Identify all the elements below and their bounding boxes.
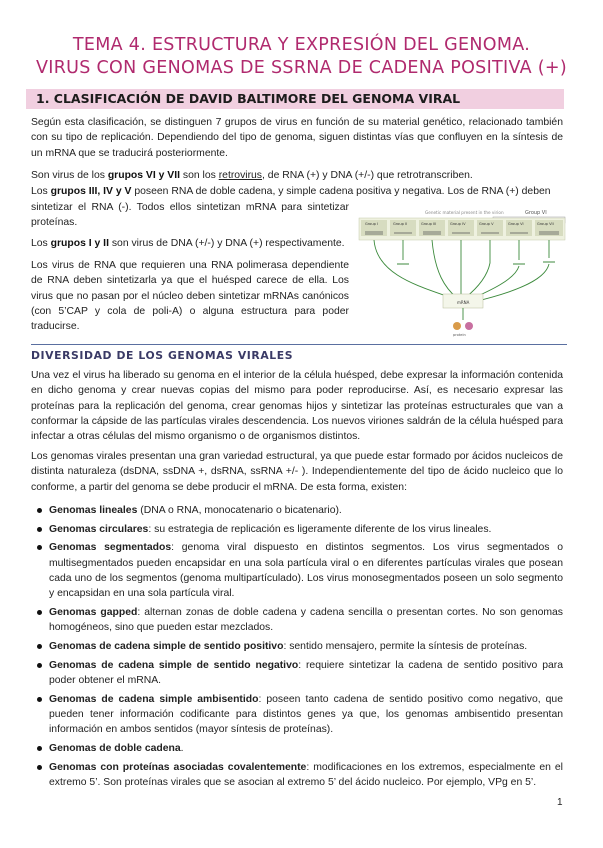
bullet-icon: [37, 746, 42, 751]
figure-group-label: Group IV: [450, 222, 466, 226]
paragraph-genome-variety: Los genomas virales presentan una gran variedad estructural, ya que puede estar formado por ácidos nucleicos de distinta naturaleza (dsDNA, ssDNA +, dsRNA, ssRNA +/- ). Independientemente del tipo de ácido nucleico que lo conforme, a partir del genoma se debe producir el mRNA. De esta forma, existen:: [31, 451, 563, 493]
list-text: : requiere sintetizar la cadena de sentido positivo para poder obtener el mRNA.: [49, 659, 563, 686]
section-divider: [31, 344, 567, 345]
text-run: Los: [31, 238, 51, 249]
text-run: son los: [180, 170, 219, 181]
document-title-line1: TEMA 4. ESTRUCTURA Y EXPRESIÓN DEL GENOMA.: [72, 35, 531, 55]
list-term: Genomas lineales: [49, 505, 138, 516]
genome-types-list: [31, 503, 563, 794]
paragraph-rna-polymerase: Los virus de RNA que requieren una RNA polimerasa dependiente de RNA deben sintetizarla ya que el huésped carece de ella. Los virus que no pasan por el núcleo deben sintetizar mRNAs canónicos (con 5’CAP y cola de poli-A) o alguna estructura para poder traducirse.: [31, 260, 349, 333]
paragraph-genome-expression: Una vez el virus ha liberado su genoma en el interior de la célula huésped, debe expresar la información contenida en dicho genoma y crear nuevas copias del mismo para poder reproducirse. Así, es necesario expresar las proteínas para la replicación del genoma, crear genomas hijos y sintetizar las proteínas estructurales que van a conformar la cápside de las partículas virales descendencia. Los nuevos viriones saldrán de la célula huésped para infectar a otras células del mismo organismo o de organismos distintos.: [31, 370, 563, 443]
paragraph-groups-iii-iv-v-line2: sintetizar el RNA (-). Todos ellos sintetizan mRNA para sintetizar proteínas.: [31, 202, 349, 229]
list-term: Genomas de cadena simple de sentido positivo: [49, 640, 284, 652]
list-term: Genomas circulares: [49, 523, 149, 535]
figure-caption: Genetic material present in the virion: [425, 210, 504, 215]
bullet-icon: [37, 644, 42, 649]
list-text: : genoma viral dispuesto en distintos segmentos. Los virus segmentados o multisegmentados pueden encapsidar en una sola partícula viral o en diferentes partículas virales que posean cada uno de los segmentos (genoma multipartículado). Los virus monosegmentados poseen un solo segmento y encapsidan en una sola partícula viral.: [49, 542, 563, 600]
bold-term: grupos I y II: [50, 238, 109, 249]
bullet-icon: [37, 610, 42, 615]
list-term: Genomas de cadena simple ambisentido: [49, 693, 259, 705]
list-item: [31, 741, 563, 756]
list-item: [31, 540, 563, 601]
figure-pathway-arrows: [374, 240, 555, 302]
figure-group-label: Group I: [365, 222, 379, 226]
list-text: .: [180, 742, 184, 754]
list-term: Genomas de doble cadena: [49, 742, 181, 754]
figure-mrna-label: mRNA: [457, 300, 470, 305]
bullet-icon: [37, 765, 42, 770]
list-item: [31, 639, 563, 654]
page-number: 1: [557, 797, 563, 808]
bullet-icon: [37, 508, 42, 513]
list-term: Genomas gapped: [49, 606, 138, 618]
list-item: [31, 692, 563, 738]
subsection-heading: DIVERSIDAD DE LOS GENOMAS VIRALES: [31, 349, 294, 362]
bold-term: grupos VI y VII: [107, 170, 180, 181]
list-text: : su estrategia de replicación es ligeramente diferente de los virus lineales.: [148, 523, 492, 535]
figure-protein-label: protein: [453, 333, 466, 337]
list-item: [31, 503, 563, 518]
bullet-icon: [37, 527, 42, 532]
figure-protein-icon: [465, 322, 473, 330]
figure-group-label: Group VI: [508, 222, 524, 226]
list-text: : sentido mensajero, permite la síntesis de proteínas.: [283, 640, 528, 652]
bullet-icon: [37, 545, 42, 550]
list-term: Genomas segmentados: [49, 542, 172, 554]
section-heading: 1. CLASIFICACIÓN DE DAVID BALTIMORE DEL GENOMA VIRAL: [36, 91, 461, 106]
bullet-icon: [37, 663, 42, 668]
figure-group-label: Group III: [421, 222, 437, 226]
list-item: [31, 605, 563, 636]
text-run: Son virus de los: [31, 170, 108, 181]
list-text: : alternan zonas de doble cadena y cadena sencilla o presentan cortes. No son genomas homogéneos, sino que pueden estar mezclados.: [49, 606, 564, 634]
figure-protein-icon: [453, 322, 461, 330]
paragraph-groups-vi-vii: [31, 168, 563, 183]
figure-group-label: Group II: [393, 222, 408, 226]
list-item: [31, 522, 563, 537]
figure-group-vi-label: Group VI: [525, 210, 547, 216]
text-run: , de RNA (+) y DNA (+/-) que retrotranscriben.: [262, 170, 473, 181]
paragraph-groups-i-ii: [31, 236, 349, 251]
figure-group-label: Group V: [479, 222, 494, 226]
document-title-line2: VIRUS CON GENOMAS DE SSRNA DE CADENA POSITIVA (+): [35, 58, 568, 78]
list-text: : modificaciones en los extremos, especialmente en el extremo 5’. Son proteínas virales que se asocian al extremo 5’ del ácido nucleico. Por ejemplo, VPg en 5’.: [49, 761, 563, 788]
figure-group-label: Group VII: [537, 222, 554, 226]
paragraph-classification-intro: Según esta clasificación, se distinguen 7 grupos de virus en función de su material genético, relacionado también con su tipo de replicación. Dependiendo del tipo de genoma, siguen distintas vías que confluyen en la síntesis de un mRNA que se traducirá posteriormente.: [31, 117, 563, 159]
text-run: Los: [31, 186, 51, 197]
bullet-icon: [37, 697, 42, 702]
list-term: Genomas con proteínas asociadas covalentemente: [49, 761, 307, 773]
list-term: Genomas de cadena simple de sentido negativo: [49, 659, 299, 671]
bold-term: grupos III, IV y V: [50, 186, 132, 197]
underlined-term: retrovirus: [218, 170, 263, 181]
baltimore-classification-figure: [357, 208, 567, 340]
paragraph-groups-iii-iv-v-line1: [31, 184, 563, 199]
list-text: : poseen tanto cadena de sentido positivo como negativo, que pueden tener información codificante para distintos genes ya que, los genomas ambisentido presentan información en ambos sentidos (mayor síntesis de proteínas).: [49, 693, 563, 736]
text-run: son virus de DNA (+/-) y DNA (+) respectivamente.: [108, 238, 345, 249]
text-run: poseen RNA de doble cadena, y simple cadena positiva y negativa. Los de RNA (+) deben: [131, 186, 551, 197]
list-item: [31, 658, 563, 689]
list-item: [31, 760, 563, 791]
list-text: (DNA o RNA, monocatenario o bicatenario).: [137, 505, 342, 516]
